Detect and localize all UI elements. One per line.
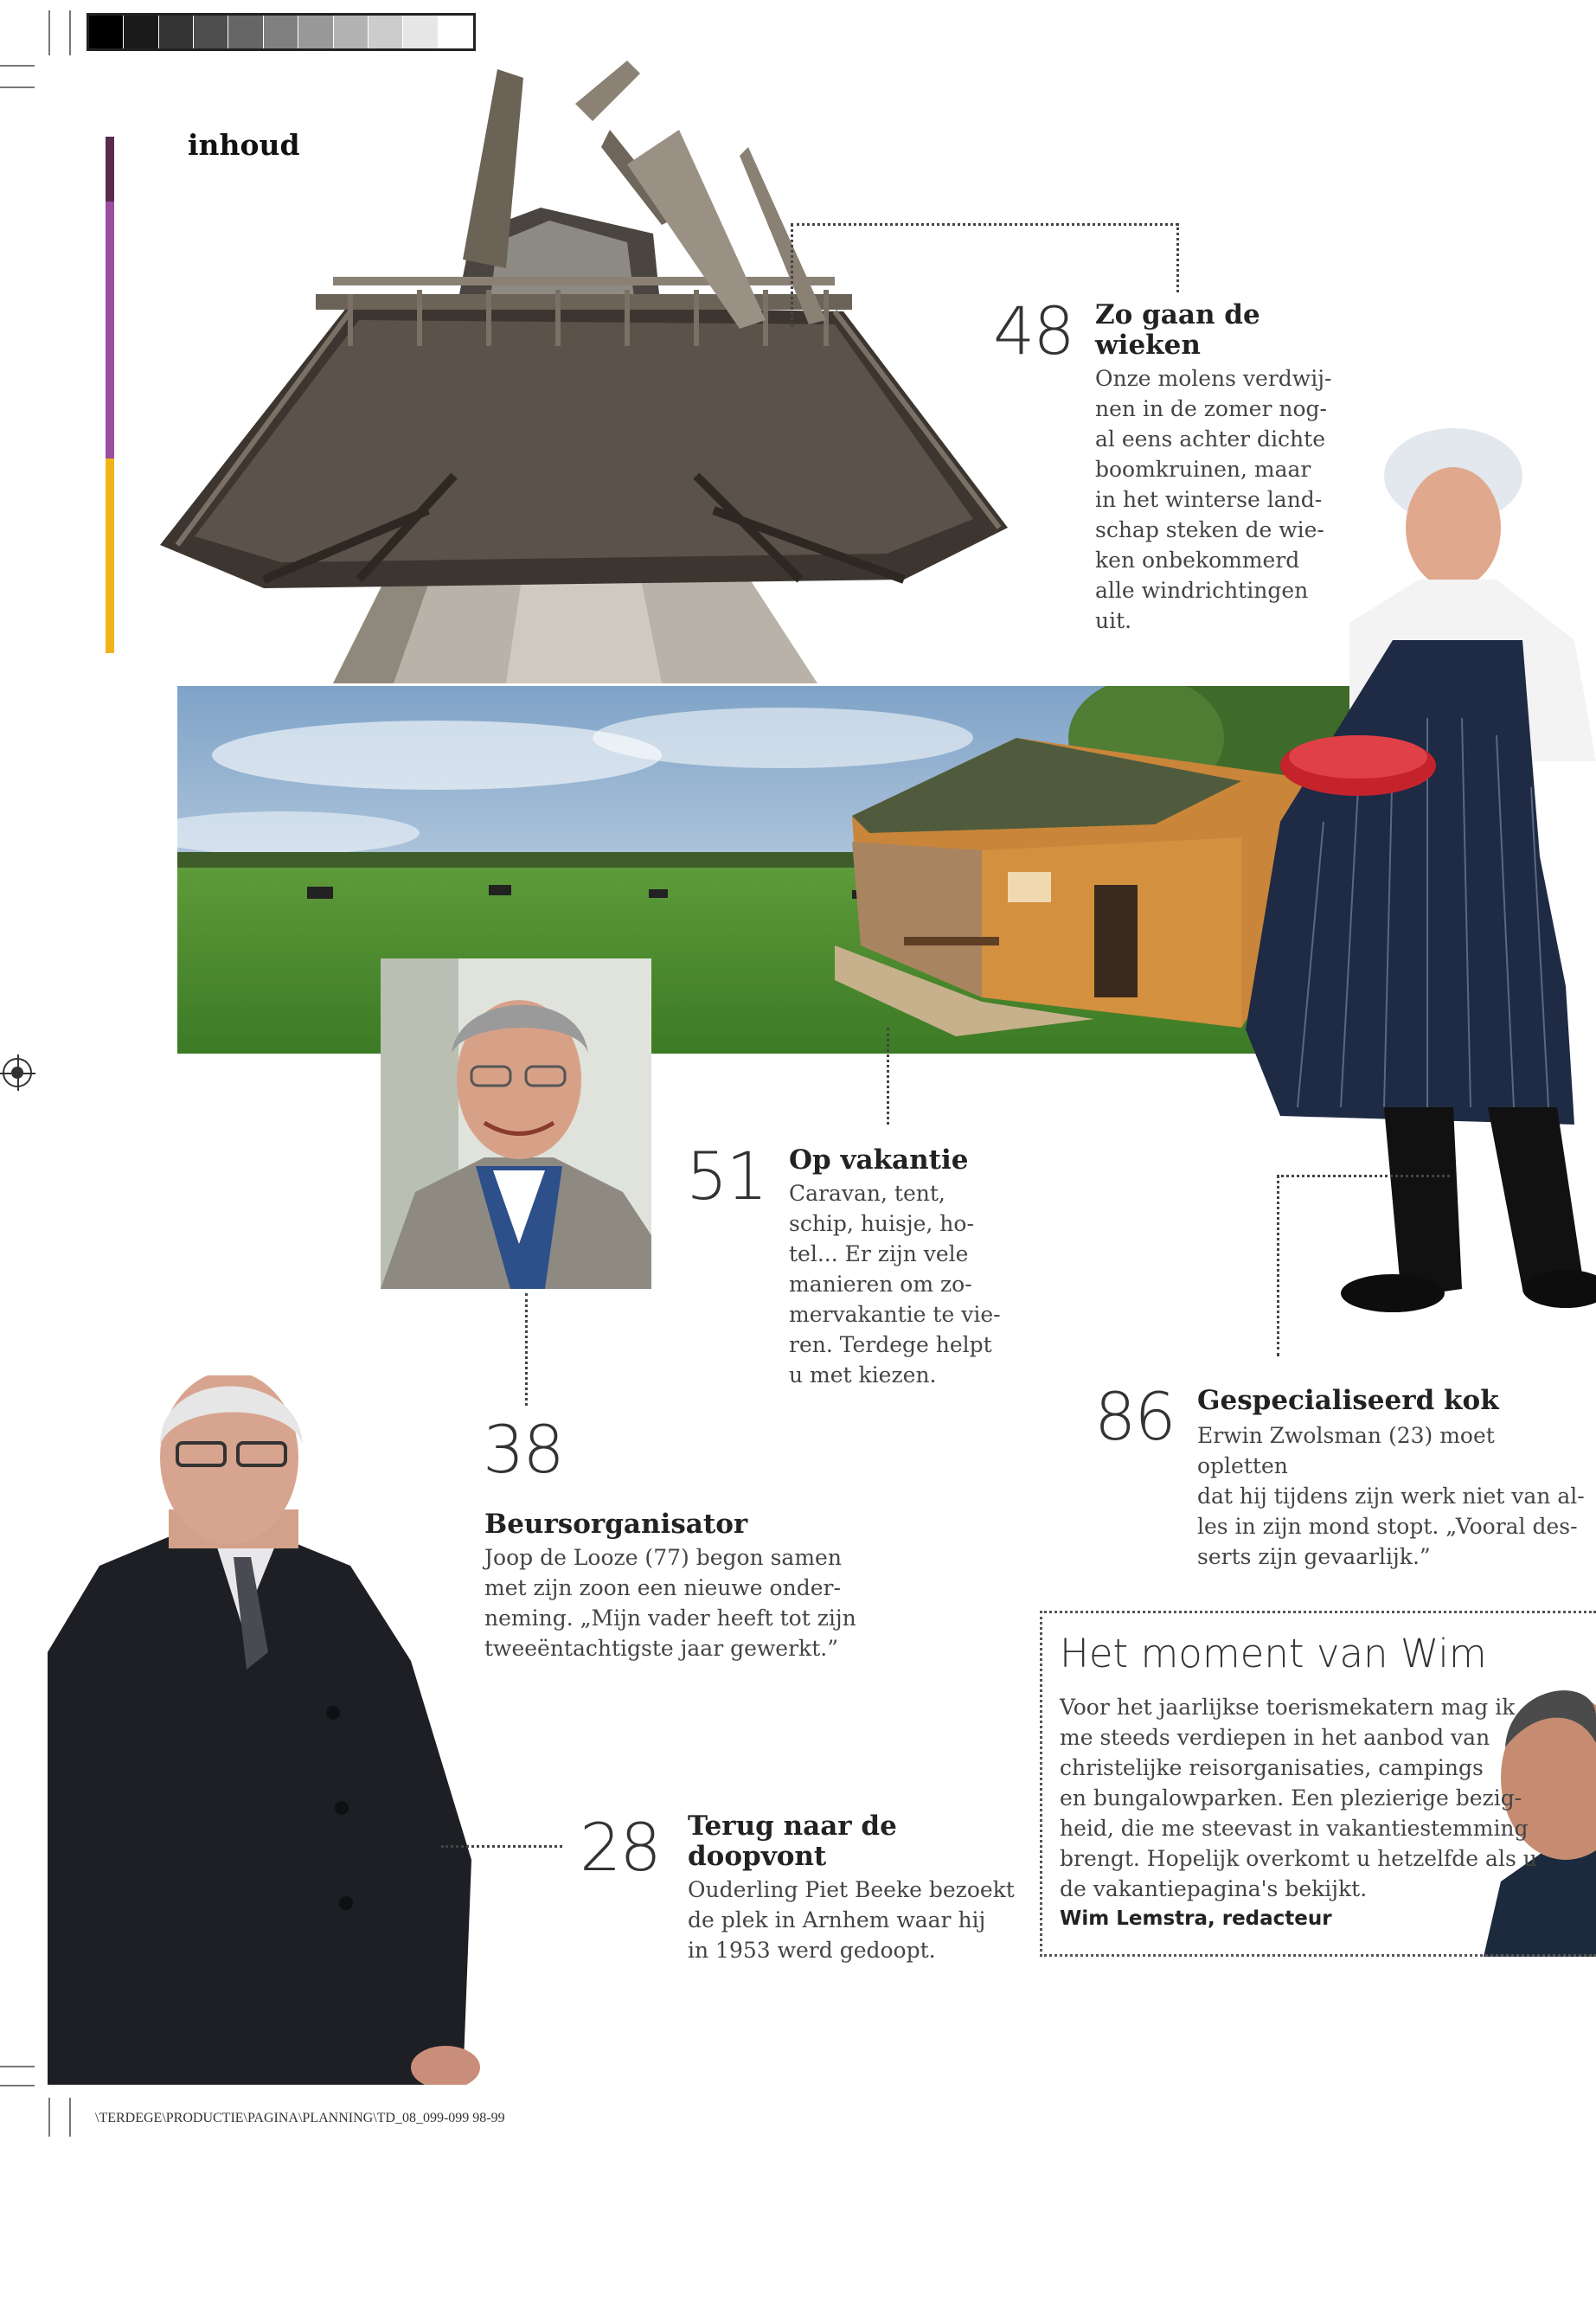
page-number-86: 86: [1094, 1378, 1175, 1455]
registration-mark-icon: [3, 1058, 32, 1087]
crop-mark: [69, 10, 71, 55]
crop-mark: [0, 2066, 35, 2067]
crop-mark: [69, 2098, 71, 2137]
portrait-photo-older-man: [381, 958, 651, 1289]
connector-line: [1176, 223, 1179, 292]
crop-mark: [48, 2098, 50, 2137]
calibration-swatch: [439, 16, 473, 48]
calibration-swatch: [159, 16, 194, 48]
article-title-doopvont-line1[interactable]: Terug naar de: [688, 1811, 897, 1842]
crop-mark: [0, 2085, 35, 2086]
color-bar-yellow: [106, 458, 114, 653]
page-number-48: 48: [993, 292, 1074, 369]
editor-note-signature: Wim Lemstra, redacteur: [1060, 1907, 1332, 1930]
connector-line: [791, 223, 793, 327]
article-teaser-doopvont: Ouderling Piet Beeke bezoekt de plek in Arnhem waar hij in 1953 werd gedoopt.: [688, 1877, 1015, 1963]
crop-mark: [48, 10, 50, 55]
calibration-swatch: [89, 16, 124, 48]
editor-note-title: Het moment van Wim: [1060, 1631, 1487, 1676]
calibration-swatch: [264, 16, 298, 48]
cutout-photo-man-in-coat: [48, 1375, 480, 2085]
color-bar-purple: [106, 202, 114, 458]
article-teaser-kok: Erwin Zwolsman (23) moet opletten dat hij tijdens zijn werk niet van al- les in zijn mond stopt. „Vooral des- serts zijn gevaarlijk.”: [1197, 1423, 1585, 1569]
windmill-photo: [143, 61, 1016, 683]
article-title-windmill-line2[interactable]: wieken: [1095, 330, 1201, 361]
article-title-doopvont-line2[interactable]: doopvont: [688, 1841, 827, 1872]
calibration-swatch: [334, 16, 369, 48]
page-number-28: 28: [580, 1809, 660, 1886]
crop-mark: [0, 87, 35, 88]
article-title-beurs[interactable]: Beursorganisator: [484, 1509, 748, 1540]
page-number-51: 51: [686, 1138, 766, 1215]
print-slug: \TERDEGE\PRODUCTIE\PAGINA\PLANNING\TD_08_099-099 98-99: [95, 2111, 505, 2125]
article-title-vakantie[interactable]: Op vakantie: [789, 1144, 969, 1176]
editor-note-body: Voor het jaarlijkse toerismekatern mag ik me steeds verdiepen in het aanbod van christelijke reisorganisaties, campings en bungalowparken. Een plezierige bezig- heid, die me steevast in vakantiestemming brengt. Hopelijk overkomt u hetzelfde als u de vakantiepagina's bekijkt.: [1060, 1695, 1537, 1901]
connector-line: [441, 1845, 562, 1848]
connector-line: [887, 1028, 889, 1125]
calibration-swatch: [298, 16, 333, 48]
calibration-swatch: [228, 16, 263, 48]
connector-line: [1277, 1175, 1279, 1356]
color-bar-dark: [106, 137, 114, 202]
article-teaser-windmill: Onze molens verdwij- nen in de zomer nog- al eens achter dichte boomkruinen, maar in het winterse land- schap steken de wie- ken onbekommerd alle windrichtingen uit.: [1095, 366, 1332, 633]
article-title-kok[interactable]: Gespecialiseerd kok: [1197, 1385, 1499, 1416]
article-teaser-beurs: Joop de Looze (77) begon samen met zijn zoon een nieuwe onder- neming. „Mijn vader heeft tot zijn tweeëntachtigste jaar gewerkt.”: [484, 1545, 856, 1661]
crop-mark: [0, 65, 35, 67]
article-teaser-vakantie: Caravan, tent, schip, huisje, ho- tel... Er zijn vele manieren om zo- mervakantie te vie- ren. Terdege helpt u met kiezen.: [789, 1181, 1001, 1388]
connector-line: [791, 223, 1178, 226]
section-label: inhoud: [188, 128, 300, 162]
calibration-swatch: [124, 16, 158, 48]
calibration-swatch: [369, 16, 403, 48]
connector-line: [525, 1293, 528, 1406]
calibration-swatch: [194, 16, 228, 48]
color-calibration-strip: [87, 13, 476, 51]
page-number-38: 38: [483, 1411, 563, 1488]
calibration-swatch: [403, 16, 438, 48]
article-title-windmill-line1[interactable]: Zo gaan de: [1095, 299, 1260, 330]
connector-line: [1277, 1175, 1450, 1177]
camping-photo: [177, 686, 1414, 1054]
